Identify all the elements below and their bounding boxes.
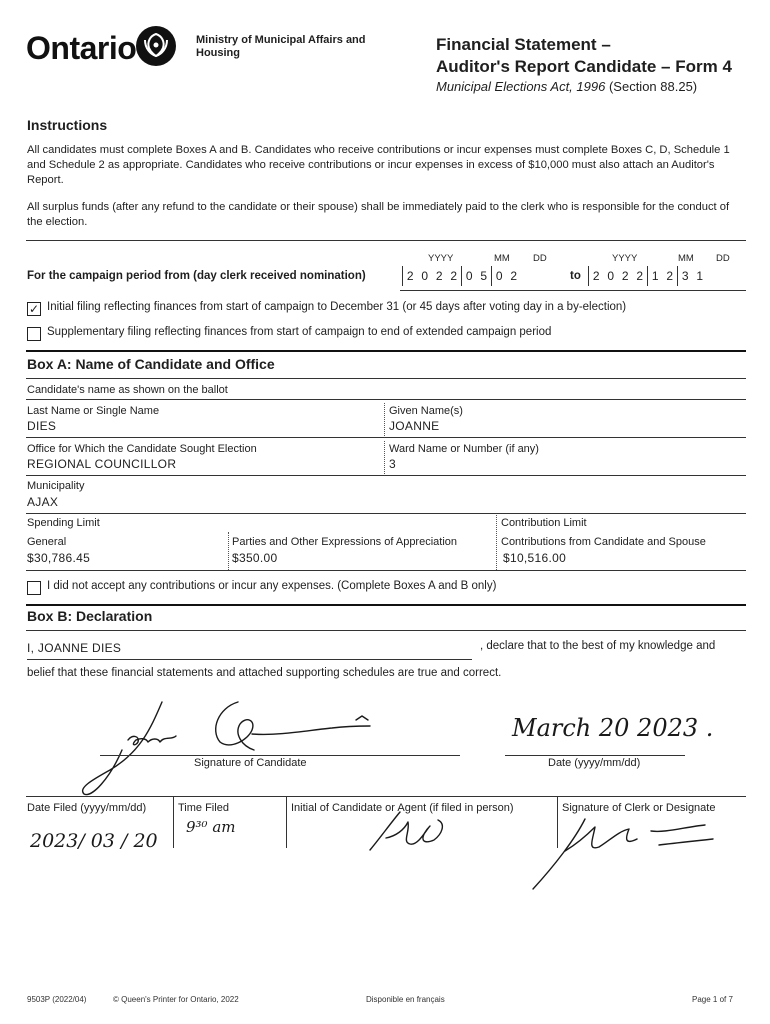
supplementary-filing-label: Supplementary filing reflecting finances from start of campaign to end of extended campaign period <box>47 326 552 338</box>
act-section: (Section 88.25) <box>608 79 698 94</box>
divider <box>26 475 746 476</box>
to-yyyy-header: YYYY <box>612 253 638 264</box>
form-title <box>436 34 756 78</box>
date-handwritten: March 20 2023 . <box>512 714 714 742</box>
form-title-line2: Auditor's Report Candidate – Form 4 <box>436 57 732 76</box>
contribution-limit-label: Contribution Limit <box>501 517 587 529</box>
given-name-value[interactable]: JOANNE <box>389 419 440 433</box>
from-digit: 2 <box>510 269 518 283</box>
last-name-label: Last Name or Single Name <box>27 405 160 417</box>
to-digit: 1 <box>647 266 663 286</box>
divider <box>26 796 746 797</box>
general-label: General <box>27 536 67 548</box>
divider <box>384 403 385 436</box>
office-label: Office for Which the Candidate Sought Election <box>27 443 257 455</box>
general-value[interactable]: $30,786.45 <box>27 551 91 565</box>
ontario-logo-text: Ontario <box>26 30 137 66</box>
box-a-heading: Box A: Name of Candidate and Office <box>27 356 275 372</box>
date-line <box>505 755 685 756</box>
municipality-value[interactable]: AJAX <box>27 495 59 509</box>
copyright: © Queen's Printer for Ontario, 2022 <box>113 995 239 1004</box>
form-number: 9503P (2022/04) <box>27 995 87 1004</box>
ward-value[interactable]: 3 <box>389 457 396 471</box>
from-yyyy-header: YYYY <box>428 253 454 264</box>
ministry-name: Ministry of Municipal Affairs and Housing <box>196 34 366 59</box>
time-filed-value: 9³⁰ am <box>186 818 236 836</box>
candidate-signature-line <box>100 755 460 756</box>
clerk-signature <box>525 815 725 895</box>
period-underline <box>400 290 746 291</box>
initial-label: Initial of Candidate or Agent (if filed in person) <box>291 802 514 814</box>
ward-label: Ward Name or Number (if any) <box>389 443 539 455</box>
from-dd-header: DD <box>533 253 547 264</box>
office-value[interactable]: REGIONAL COUNCILLOR <box>27 457 177 471</box>
page-number: Page 1 of 7 <box>692 995 733 1004</box>
box-b-heading: Box B: Declaration <box>27 608 153 624</box>
date-filed-label: Date Filed (yyyy/mm/dd) <box>27 802 147 814</box>
from-digit: 5 <box>480 269 488 283</box>
date-label: Date (yyyy/mm/dd) <box>548 757 641 769</box>
act-name: Municipal Elections Act, 1996 <box>436 79 606 94</box>
from-mm-header: MM <box>494 253 510 264</box>
declarant-name[interactable]: I, JOANNE DIES <box>27 641 122 655</box>
declarant-line <box>27 659 472 660</box>
initial-filing-label: Initial filing reflecting finances from start of campaign to December 31 (or 45 days after voting day in a by-election) <box>47 301 627 313</box>
french-link[interactable]: Disponible en français <box>366 995 445 1004</box>
period-label: For the campaign period from (day clerk received nomination) <box>27 270 366 282</box>
supplementary-filing-checkbox[interactable] <box>27 327 41 341</box>
clerk-signature-label: Signature of Clerk or Designate <box>562 802 716 814</box>
to-digit: 2 <box>621 269 629 283</box>
to-mm-header: MM <box>678 253 694 264</box>
divider <box>26 399 746 400</box>
box-a-top-rule <box>26 350 746 352</box>
trillium-icon <box>136 26 176 66</box>
to-digit: 2 <box>666 269 674 283</box>
candidate-signature <box>70 690 380 800</box>
from-digit: 2 <box>435 269 443 283</box>
no-contributions-checkbox[interactable] <box>27 581 41 595</box>
form-title-line1: Financial Statement – <box>436 35 611 54</box>
instructions-para2: All surplus funds (after any refund to the candidate or their spouse) shall be immediately paid to the clerk who is responsible for the conduct of the election. <box>27 201 730 228</box>
to-digit: 1 <box>696 269 704 283</box>
box-b-top-rule <box>26 604 746 606</box>
declaration-text-2: belief that these financial statements and attached supporting schedules are true and correct. <box>27 667 502 679</box>
to-digit: 3 <box>677 266 693 286</box>
from-digit: 0 <box>461 266 477 286</box>
divider <box>228 532 229 570</box>
from-digit: 2 <box>402 266 418 286</box>
last-name-value[interactable]: DIES <box>27 419 57 433</box>
to-digit: 0 <box>607 269 615 283</box>
divider <box>384 441 385 474</box>
divider <box>26 570 746 571</box>
from-date-field[interactable] <box>402 266 521 286</box>
parties-label: Parties and Other Expressions of Appreciation <box>232 536 458 548</box>
from-digit: 2 <box>450 269 458 283</box>
to-digit: 2 <box>636 269 644 283</box>
to-dd-header: DD <box>716 253 730 264</box>
divider <box>173 796 174 848</box>
divider <box>26 240 746 241</box>
instructions-para1: All candidates must complete Boxes A and B. Candidates who receive contributions or incur expenses must complete Boxes C, D, Schedule 1 and Schedule 2 as appropriate. Candidates who receive contributions or incur expenses in excess of $10,000 must also attach an Auditor's Report. <box>27 144 730 186</box>
parties-value[interactable]: $350.00 <box>232 551 278 565</box>
given-name-label: Given Name(s) <box>389 405 463 417</box>
no-contributions-label: I did not accept any contributions or incur any expenses. (Complete Boxes A and B only) <box>47 580 497 592</box>
contrib-candidate-value[interactable]: $10,516.00 <box>503 551 567 565</box>
declaration-text-1: , declare that to the best of my knowledge and <box>480 640 716 652</box>
divider <box>496 515 497 570</box>
divider <box>26 513 746 514</box>
divider <box>26 378 746 379</box>
divider <box>26 437 746 438</box>
date-filed-value: 2023/ 03 / 20 <box>30 830 158 852</box>
time-filed-label: Time Filed <box>178 802 229 814</box>
agent-initial <box>360 810 460 855</box>
ballot-name-label: Candidate's name as shown on the ballot <box>27 384 228 396</box>
from-digit: 0 <box>491 266 507 286</box>
signature-label: Signature of Candidate <box>194 757 307 769</box>
divider <box>26 630 746 631</box>
contrib-candidate-label: Contributions from Candidate and Spouse <box>501 536 706 548</box>
municipality-label: Municipality <box>27 480 85 492</box>
to-digit: 2 <box>588 266 604 286</box>
initial-filing-checkbox[interactable]: ✓ <box>28 302 40 316</box>
divider <box>286 796 287 848</box>
to-date-field[interactable] <box>588 266 707 286</box>
spending-limit-label: Spending Limit <box>27 517 100 529</box>
instructions-heading: Instructions <box>27 117 108 133</box>
form-act <box>436 79 766 94</box>
from-digit: 0 <box>421 269 429 283</box>
period-to-label: to <box>570 270 581 282</box>
